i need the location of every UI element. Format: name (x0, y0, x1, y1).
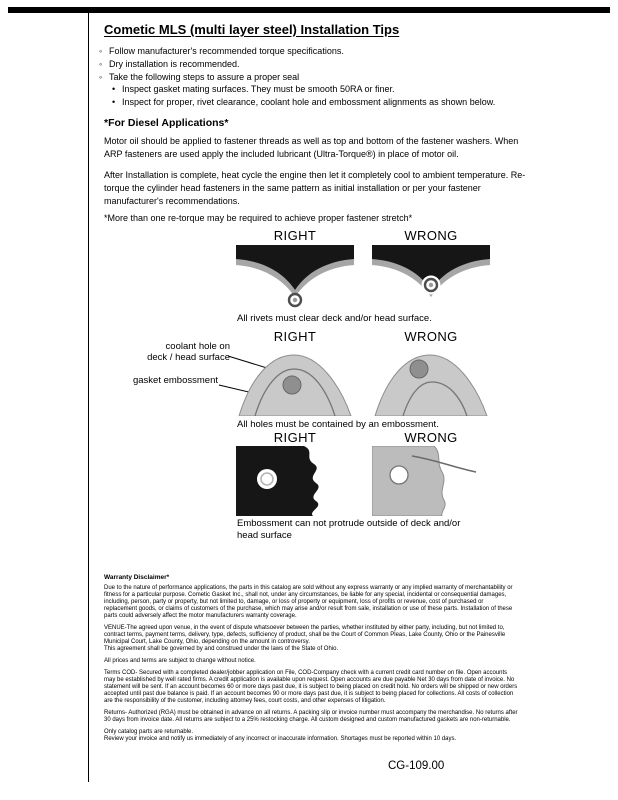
warranty-paragraph: VENUE-The agreed upon venue, in the event of dispute whatsoever between the parties, whether instituted by either party, including, but not limited to, contract terms, payment terms, delivery, type, defects, sufficiency of product, shall be the Court of Common Pleas, Lake County, Ohio or the Painesville Municipal Court, Lake County, Ohio, depending on the amount in controversy. (104, 625, 506, 645)
diagram-row1-images (236, 245, 490, 309)
list-item-text: Follow manufacturer's recommended torque specifications. (109, 46, 344, 56)
embossment-inside-right-diagram (236, 446, 354, 516)
warranty-heading: Warranty Disclaimer* (104, 574, 170, 581)
bullet-marker-icon (99, 45, 109, 58)
right-label: RIGHT (273, 430, 317, 445)
left-border-rule (88, 13, 89, 782)
diagram-row3-images (236, 446, 490, 516)
diagram-row3-labels (236, 430, 490, 445)
bullet-marker-icon (99, 71, 109, 84)
warranty-paragraph: Only catalog parts are returnable. (104, 729, 194, 735)
top-border-bar (8, 7, 610, 13)
list-item-text: Dry installation is recommended. (109, 58, 240, 69)
warranty-paragraph: All prices and terms are subject to change without notice. (104, 658, 256, 664)
gasket-embossment-label: gasket embossment (132, 375, 218, 386)
embossment-protrude-wrong-diagram (372, 446, 490, 516)
warranty-paragraph: Review your invoice and notify us immediately of any incorrect or inaccurate information. Shortages must be reported within 10 days. (104, 736, 457, 742)
diesel-applications-heading: *For Diesel Applications* (104, 117, 229, 129)
list-item (99, 58, 577, 71)
bullet-marker-icon (112, 83, 122, 96)
diagram-caption: Embossment can not protrude outside of deck and/or head surface (237, 518, 461, 541)
diagram-caption: All holes must be contained by an embossment. (237, 419, 439, 430)
bullet-marker-icon (112, 96, 122, 109)
list-sub-item (99, 83, 577, 96)
diesel-paragraph-1: Motor oil should be applied to fastener threads as well as top and bottom of the fastener washers. When ARP fasteners are used apply the included lubricant (Ultra-Torque®) in place of motor oil. (104, 136, 519, 159)
diagram-row2-images (236, 346, 490, 416)
list-item-text: Inspect for proper, rivet clearance, coolant hole and embossment alignments as shown below. (122, 97, 496, 108)
page-code: CG-109.00 (388, 760, 445, 772)
warranty-paragraph: Due to the nature of performance applications, the parts in this catalog are sold without any express warranty or any implied warranty of merchantability or fitness for a particular purpose. Cometic Gasket Inc., shall not, under any circumstances, be liable for any special, incidental or consequential damages, including, person, party or property, but not limited to, damage, or loss of property or equipment, loss of profits or revenue, cost of purchased or replacement goods, or claims of customers of the purchase, which may arise and/or result from sale, installation or use of these parts. Installation of these parts could adversely affect the motor manufacturers warranty coverage. (104, 585, 513, 619)
list-item-text: Inspect gasket mating surfaces. They must be smooth 50RA or finer. (122, 84, 395, 95)
retorque-note: *More than one re-torque may be required to achieve proper fastener stretch* (104, 213, 413, 223)
diagram-caption: All rivets must clear deck and/or head surface. (237, 313, 432, 324)
warranty-paragraph: This agreement shall be governed by and construed under the laws of the State of Ohio. (104, 646, 339, 652)
page-title: Cometic MLS (multi layer steel) Installation Tips (104, 22, 400, 37)
wrong-label: WRONG (404, 228, 458, 243)
bullet-marker-icon (99, 58, 109, 71)
diagram-row1-labels (236, 228, 490, 243)
list-item (99, 71, 577, 84)
coolant-hole-label-line1: coolant hole on (165, 341, 230, 352)
warranty-paragraph: Returns- Authorized (RGA) must be obtained in advance on all returns. A packing slip or invoice number must accompany the merchandise. No returns after 30 days from invoice date. All returns are subject to a 25% restocking charge. All custom designed and custom manufactured gaskets are non-returnable. (104, 710, 518, 723)
right-label: RIGHT (273, 228, 317, 243)
wrong-label: WRONG (404, 430, 458, 445)
installation-tips-list (99, 45, 577, 109)
right-label: RIGHT (273, 329, 317, 344)
rivet-interfere-wrong-diagram (372, 245, 490, 309)
hole-uncontained-wrong-diagram (372, 346, 490, 416)
hole-contained-right-diagram (236, 346, 354, 416)
list-sub-item (99, 96, 577, 109)
wrong-label: WRONG (404, 329, 458, 344)
rivet-clear-right-diagram (236, 245, 354, 309)
diesel-paragraph-2: After Installation is complete, heat cycle the engine then let it completely cool to ambient temperature. Re-torque the cylinder head fasteners in the same pattern as initial installation or per your fastener manufacturer's recommendations. (104, 170, 526, 206)
warranty-paragraph: Terms COD- Secured with a completed dealer/jobber application on File, COD-Company check with a current credit card number on file. Open accounts may be established by well rated firms. A credit application is available upon request. Open accounts are due payable Net 30 days from date of invoice. No statement will be sent. If an account becomes 60 or more days past due, it is subject to being placed on credit hold. No orders will be shipped or new orders accepted until past due balance is paid. If an account becomes 90 or more days past due, it is subject to being placed for collections. All costs of collection are the responsibility of the customer, including attorney fees, court costs, and other expenses of litigation. (104, 670, 518, 704)
list-item-text: Take the following steps to assure a proper seal (109, 71, 300, 82)
coolant-hole-label-line2: deck / head surface (147, 352, 230, 363)
diagram-row2-labels (236, 329, 490, 344)
list-item (99, 45, 577, 58)
warranty-disclaimer-section (104, 574, 518, 748)
